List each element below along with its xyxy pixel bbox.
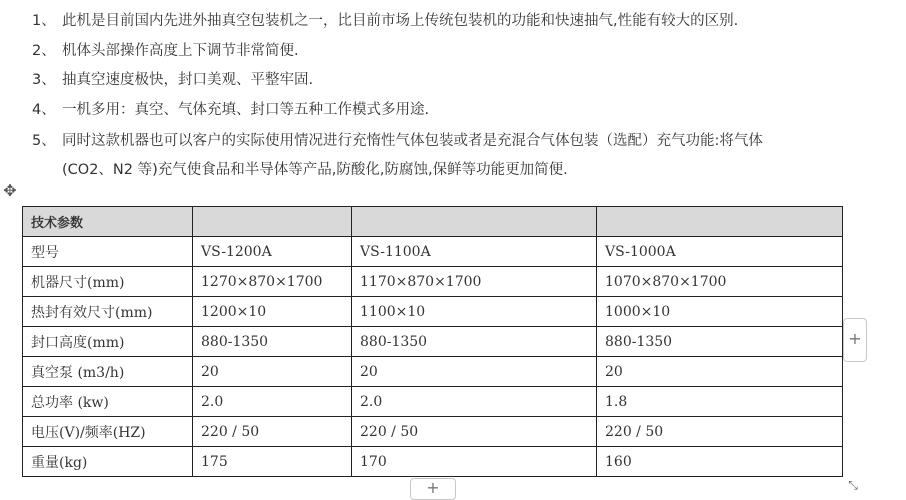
add-row-button[interactable] [843,318,867,362]
table-cell[interactable]: VS-1200A [193,237,352,267]
table-row [23,357,843,387]
table-cell[interactable]: 170 [352,447,597,477]
plus-icon: + [848,329,862,348]
table-row [23,447,843,477]
feature-text: 同时这款机器也可以客户的实际使用情况进行充惰性气体包装或者是充混合气体包装（选配）充气功能:将气体 [62,133,763,149]
table-cell[interactable]: 1070×870×1700 [597,267,843,297]
table-row [23,417,843,447]
table-cell[interactable]: 20 [193,357,352,387]
table-header-cell[interactable] [193,207,352,237]
table-row [23,267,843,297]
table-cell[interactable]: 220 / 50 [597,417,843,447]
table-cell[interactable]: 220 / 50 [352,417,597,447]
table-header-cell[interactable] [597,207,843,237]
table-cell[interactable]: 175 [193,447,352,477]
table-header-cell[interactable]: 技术参数 [23,207,193,237]
table-cell[interactable]: 880-1350 [597,327,843,357]
row-label[interactable]: 真空泵 (m3/h) [23,357,193,387]
row-label[interactable]: 总功率 (kw) [23,387,193,417]
feature-text: 一机多用：真空、气体充填、封口等五种工作模式多用途. [62,102,430,118]
feature-text: 机体头部操作高度上下调节非常简便. [62,43,299,59]
table-cell[interactable]: 880-1350 [352,327,597,357]
feature-item-2 [32,41,299,61]
row-label[interactable]: 机器尺寸(mm) [23,267,193,297]
table-header-cell[interactable] [352,207,597,237]
table-row [23,327,843,357]
table-row [23,237,843,267]
feature-item-5 [32,131,763,151]
feature-number: 1、 [32,13,56,29]
feature-number: 3、 [32,72,56,88]
feature-text: 此机是目前国内先进外抽真空包装机之一，比目前市场上传统包装机的功能和快速抽气,性能有较大的区别. [62,13,739,29]
feature-item-5-continuation: (CO2、N2 等)充气使食品和半导体等产品,防酸化,防腐蚀,保鲜等功能更加简便. [62,162,568,178]
table-cell[interactable]: 1000×10 [597,297,843,327]
table-cell[interactable]: 1170×870×1700 [352,267,597,297]
table-cell[interactable]: VS-1000A [597,237,843,267]
table-cell[interactable]: 880-1350 [193,327,352,357]
feature-text: 抽真空速度极快，封口美观、平整牢固. [62,72,314,88]
resize-icon[interactable]: ⤡ [848,478,858,492]
table-cell[interactable]: 1270×870×1700 [193,267,352,297]
table-cell[interactable]: 1200×10 [193,297,352,327]
spec-table [22,206,843,477]
table-cell[interactable]: 20 [352,357,597,387]
table-cell[interactable]: 160 [597,447,843,477]
plus-icon: + [426,478,440,497]
add-column-button[interactable] [410,478,456,500]
feature-item-1 [32,11,738,31]
row-label[interactable]: 热封有效尺寸(mm) [23,297,193,327]
row-label[interactable]: 重量(kg) [23,447,193,477]
table-row [23,297,843,327]
table-cell[interactable]: 2.0 [193,387,352,417]
row-label[interactable]: 封口高度(mm) [23,327,193,357]
feature-item-4 [32,100,429,120]
table-cell[interactable]: 20 [597,357,843,387]
table-cell[interactable]: VS-1100A [352,237,597,267]
move-icon[interactable]: ✥ [3,181,17,200]
row-label[interactable]: 电压(V)/频率(HZ) [23,417,193,447]
feature-number: 5、 [32,133,56,149]
feature-item-3 [32,70,313,90]
table-cell[interactable]: 1100×10 [352,297,597,327]
table-cell[interactable]: 220 / 50 [193,417,352,447]
table-row [23,387,843,417]
table-cell[interactable]: 1.8 [597,387,843,417]
table-cell[interactable]: 2.0 [352,387,597,417]
feature-number: 2、 [32,43,56,59]
row-label[interactable]: 型号 [23,237,193,267]
feature-number: 4、 [32,102,56,118]
table-header-row [23,207,843,237]
